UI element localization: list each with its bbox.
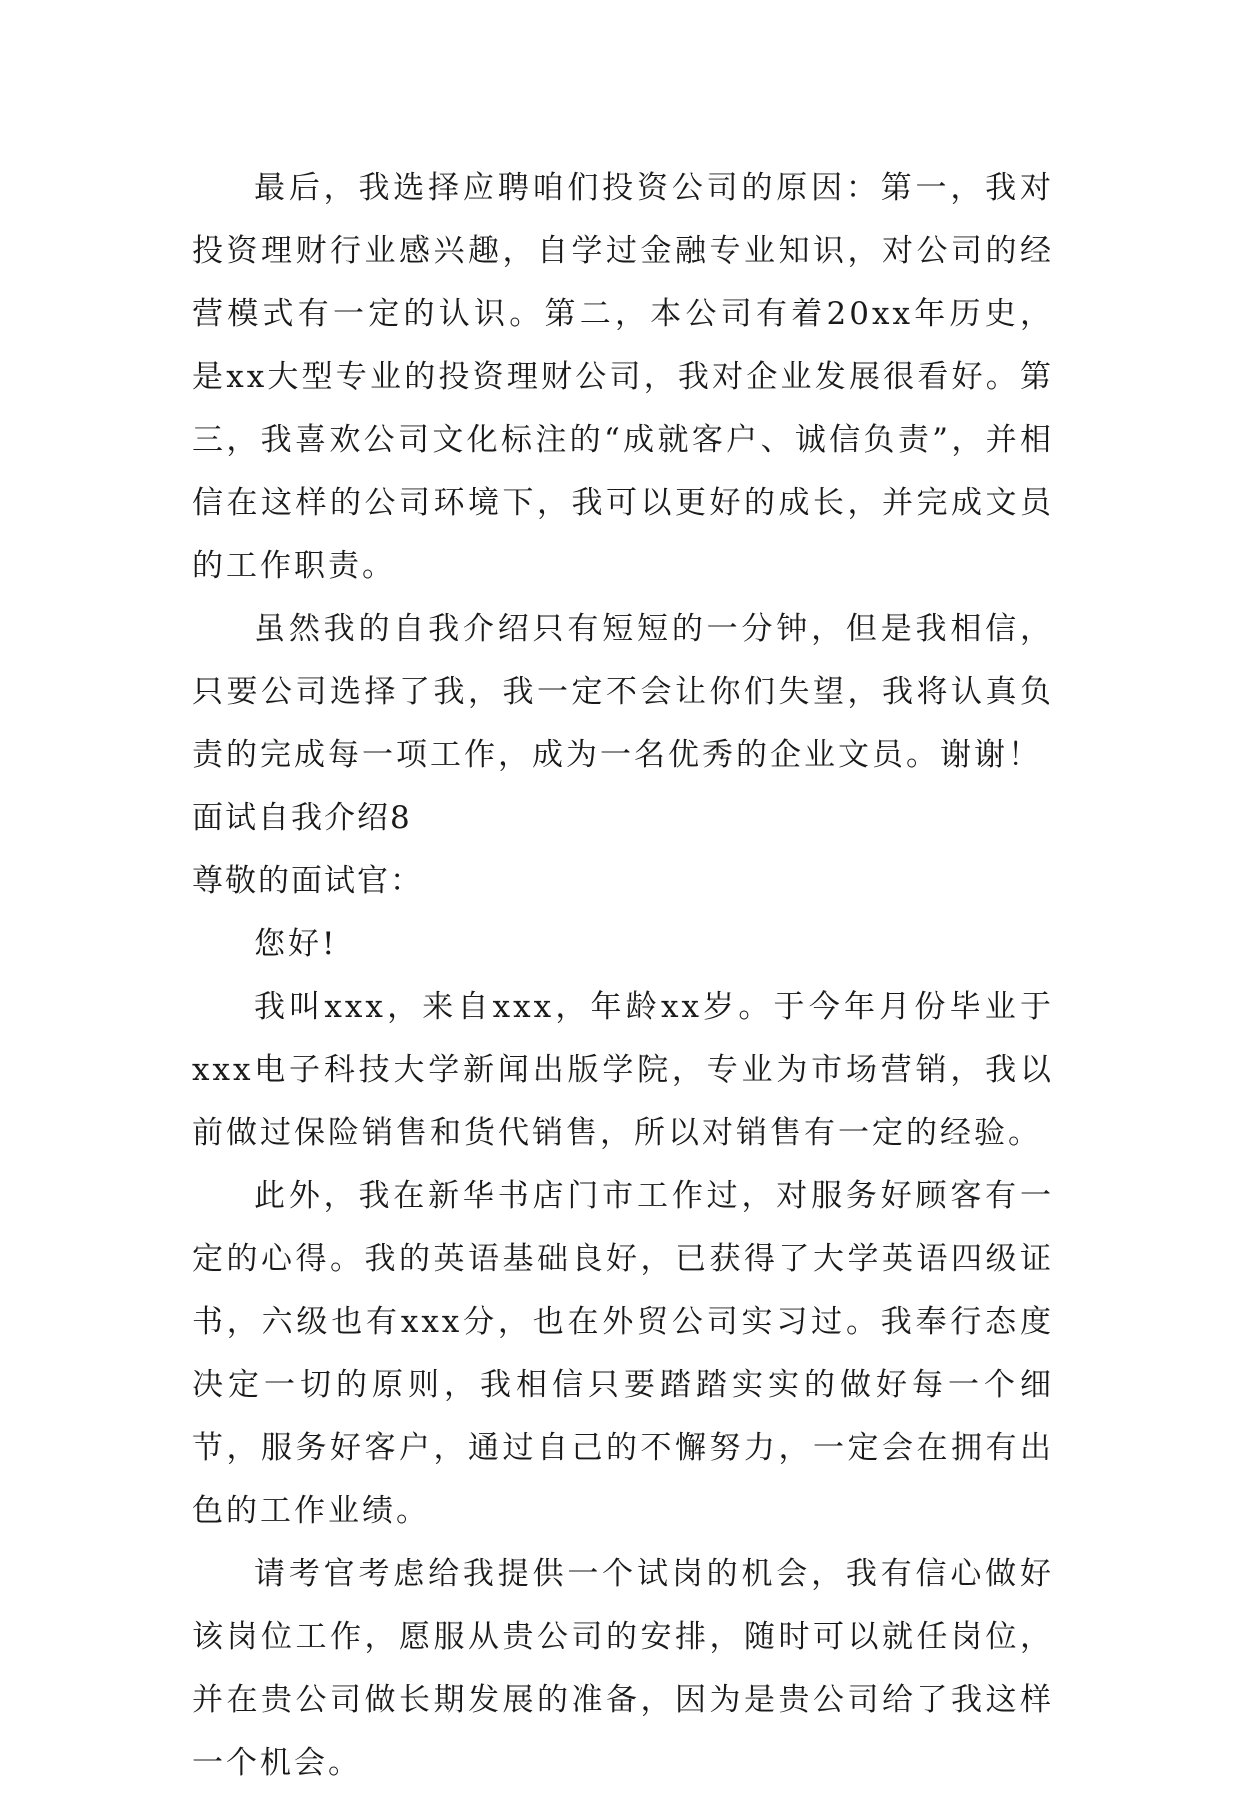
document-body — [192, 157, 1054, 1795]
paragraph-introduction: 我叫xxx，来自xxx，年龄xx岁。于今年月份毕业于xxx电子科技大学新闻出版学院，专业为市场营销，我以前做过保险销售和货代销售，所以对销售有一定的经验。 — [192, 989, 1054, 1151]
paragraph-closing: 虽然我的自我介绍只有短短的一分钟，但是我相信，只要公司选择了我，我一定不会让你们失望，我将认真负责的完成每一项工作，成为一名优秀的企业文员。谢谢！ — [192, 611, 1054, 773]
section-title: 面试自我介绍8 — [192, 800, 412, 836]
paragraph-experience: 此外，我在新华书店门市工作过，对服务好顾客有一定的心得。我的英语基础良好，已获得了大学英语四级证书，六级也有xxx分，也在外贸公司实习过。我奉行态度决定一切的原则，我相信只要踏踏实实的做好每一个细节，服务好客户，通过自己的不懈努力，一定会在拥有出色的工作业绩。 — [192, 1178, 1054, 1529]
paragraph-request: 请考官考虑给我提供一个试岗的机会，我有信心做好该岗位工作，愿服从贵公司的安排，随时可以就任岗位，并在贵公司做长期发展的准备，因为是贵公司给了我这样一个机会。 — [192, 1556, 1054, 1781]
salutation: 尊敬的面试官： — [192, 863, 423, 899]
paragraph-reasons: 最后，我选择应聘咱们投资公司的原因：第一，我对投资理财行业感兴趣，自学过金融专业知识，对公司的经营模式有一定的认识。第二，本公司有着20xx年历史，是xx大型专业的投资理财公司，我对企业发展很看好。第三，我喜欢公司文化标注的“成就客户、诚信负责”，并相信在这样的公司环境下，我可以更好的成长，并完成文员的工作职责。 — [192, 170, 1054, 584]
greeting: 您好! — [254, 926, 338, 962]
